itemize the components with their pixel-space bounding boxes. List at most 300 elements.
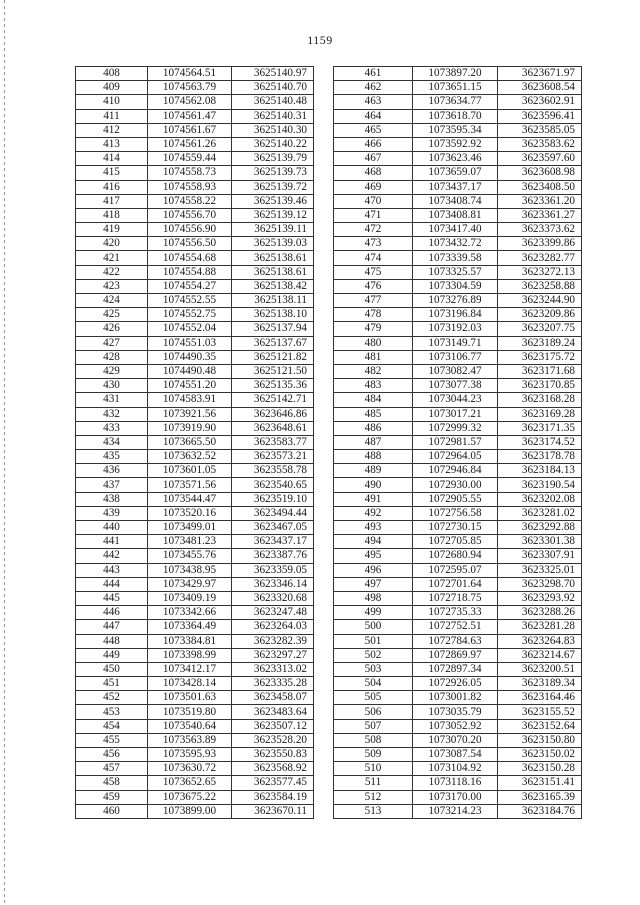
y-coordinate-cell: 3623361.27 bbox=[498, 208, 582, 222]
y-coordinate-cell: 3623164.46 bbox=[498, 691, 582, 705]
table-row bbox=[334, 535, 582, 549]
x-coordinate-cell: 1073481.23 bbox=[148, 535, 232, 549]
y-coordinate-cell: 3623155.52 bbox=[498, 705, 582, 719]
table-row bbox=[334, 152, 582, 166]
x-coordinate-cell: 1073409.19 bbox=[148, 591, 232, 605]
table-row bbox=[76, 379, 314, 393]
y-coordinate-cell: 3625138.61 bbox=[232, 251, 314, 265]
table-row bbox=[334, 109, 582, 123]
y-coordinate-cell: 3623320.68 bbox=[232, 591, 314, 605]
x-coordinate-cell: 1074490.48 bbox=[148, 364, 232, 378]
x-coordinate-cell: 1072981.57 bbox=[413, 435, 498, 449]
point-number-cell: 442 bbox=[76, 549, 148, 563]
table-row bbox=[334, 95, 582, 109]
point-number-cell: 510 bbox=[334, 762, 413, 776]
y-coordinate-cell: 3623301.38 bbox=[498, 535, 582, 549]
x-coordinate-cell: 1073544.47 bbox=[148, 492, 232, 506]
y-coordinate-cell: 3623646.86 bbox=[232, 407, 314, 421]
y-coordinate-cell: 3623298.70 bbox=[498, 577, 582, 591]
point-number-cell: 482 bbox=[334, 364, 413, 378]
x-coordinate-cell: 1073432.72 bbox=[413, 237, 498, 251]
point-number-cell: 492 bbox=[334, 506, 413, 520]
x-coordinate-cell: 1074558.73 bbox=[148, 166, 232, 180]
point-number-cell: 483 bbox=[334, 379, 413, 393]
point-number-cell: 480 bbox=[334, 336, 413, 350]
y-coordinate-cell: 3623207.75 bbox=[498, 322, 582, 336]
point-number-cell: 472 bbox=[334, 223, 413, 237]
point-number-cell: 426 bbox=[76, 322, 148, 336]
point-number-cell: 422 bbox=[76, 265, 148, 279]
y-coordinate-cell: 3623189.24 bbox=[498, 336, 582, 350]
table-row bbox=[76, 719, 314, 733]
y-coordinate-cell: 3623597.60 bbox=[498, 152, 582, 166]
point-number-cell: 408 bbox=[76, 67, 148, 81]
table-row bbox=[76, 435, 314, 449]
point-number-cell: 493 bbox=[334, 521, 413, 535]
y-coordinate-cell: 3623184.76 bbox=[498, 804, 582, 818]
point-number-cell: 512 bbox=[334, 790, 413, 804]
y-coordinate-cell: 3623361.20 bbox=[498, 194, 582, 208]
table-row bbox=[76, 662, 314, 676]
x-coordinate-cell: 1073429.97 bbox=[148, 577, 232, 591]
table-row bbox=[76, 407, 314, 421]
y-coordinate-cell: 3623399.86 bbox=[498, 237, 582, 251]
point-number-cell: 431 bbox=[76, 393, 148, 407]
point-number-cell: 424 bbox=[76, 294, 148, 308]
x-coordinate-cell: 1073408.81 bbox=[413, 208, 498, 222]
table-row bbox=[76, 294, 314, 308]
y-coordinate-cell: 3623507.12 bbox=[232, 719, 314, 733]
x-coordinate-cell: 1072680.94 bbox=[413, 549, 498, 563]
y-coordinate-cell: 3623281.02 bbox=[498, 506, 582, 520]
y-coordinate-cell: 3625137.67 bbox=[232, 336, 314, 350]
y-coordinate-cell: 3623528.20 bbox=[232, 733, 314, 747]
x-coordinate-cell: 1073017.21 bbox=[413, 407, 498, 421]
y-coordinate-cell: 3625121.82 bbox=[232, 350, 314, 364]
x-coordinate-cell: 1073428.14 bbox=[148, 677, 232, 691]
point-number-cell: 475 bbox=[334, 265, 413, 279]
point-number-cell: 438 bbox=[76, 492, 148, 506]
table-row bbox=[334, 81, 582, 95]
x-coordinate-cell: 1073070.20 bbox=[413, 733, 498, 747]
y-coordinate-cell: 3623671.97 bbox=[498, 67, 582, 81]
x-coordinate-cell: 1073601.05 bbox=[148, 464, 232, 478]
coordinates-table-left bbox=[75, 66, 314, 819]
y-coordinate-cell: 3623583.62 bbox=[498, 137, 582, 151]
y-coordinate-cell: 3623244.90 bbox=[498, 294, 582, 308]
table-row bbox=[334, 294, 582, 308]
point-number-cell: 503 bbox=[334, 662, 413, 676]
table-row bbox=[76, 350, 314, 364]
x-coordinate-cell: 1073921.56 bbox=[148, 407, 232, 421]
point-number-cell: 427 bbox=[76, 336, 148, 350]
x-coordinate-cell: 1073339.58 bbox=[413, 251, 498, 265]
table-row bbox=[76, 450, 314, 464]
table-row bbox=[334, 450, 582, 464]
x-coordinate-cell: 1073106.77 bbox=[413, 350, 498, 364]
y-coordinate-cell: 3623585.05 bbox=[498, 123, 582, 137]
table-row bbox=[76, 123, 314, 137]
point-number-cell: 494 bbox=[334, 535, 413, 549]
point-number-cell: 451 bbox=[76, 677, 148, 691]
y-coordinate-cell: 3623602.91 bbox=[498, 95, 582, 109]
point-number-cell: 437 bbox=[76, 478, 148, 492]
y-coordinate-cell: 3623540.65 bbox=[232, 478, 314, 492]
x-coordinate-cell: 1073044.23 bbox=[413, 393, 498, 407]
x-coordinate-cell: 1073325.57 bbox=[413, 265, 498, 279]
point-number-cell: 477 bbox=[334, 294, 413, 308]
y-coordinate-cell: 3625140.22 bbox=[232, 137, 314, 151]
point-number-cell: 470 bbox=[334, 194, 413, 208]
y-coordinate-cell: 3623264.83 bbox=[498, 634, 582, 648]
x-coordinate-cell: 1072735.33 bbox=[413, 606, 498, 620]
point-number-cell: 491 bbox=[334, 492, 413, 506]
y-coordinate-cell: 3623258.88 bbox=[498, 279, 582, 293]
y-coordinate-cell: 3625139.12 bbox=[232, 208, 314, 222]
point-number-cell: 459 bbox=[76, 790, 148, 804]
point-number-cell: 471 bbox=[334, 208, 413, 222]
point-number-cell: 504 bbox=[334, 677, 413, 691]
y-coordinate-cell: 3623583.77 bbox=[232, 435, 314, 449]
y-coordinate-cell: 3623458.07 bbox=[232, 691, 314, 705]
table-row bbox=[76, 776, 314, 790]
y-coordinate-cell: 3623150.80 bbox=[498, 733, 582, 747]
table-row bbox=[76, 591, 314, 605]
x-coordinate-cell: 1074561.47 bbox=[148, 109, 232, 123]
point-number-cell: 446 bbox=[76, 606, 148, 620]
x-coordinate-cell: 1074556.90 bbox=[148, 223, 232, 237]
y-coordinate-cell: 3623151.41 bbox=[498, 776, 582, 790]
point-number-cell: 415 bbox=[76, 166, 148, 180]
point-number-cell: 411 bbox=[76, 109, 148, 123]
y-coordinate-cell: 3623209.86 bbox=[498, 308, 582, 322]
table-row bbox=[334, 379, 582, 393]
point-number-cell: 501 bbox=[334, 634, 413, 648]
table-row bbox=[76, 364, 314, 378]
x-coordinate-cell: 1072756.58 bbox=[413, 506, 498, 520]
y-coordinate-cell: 3623577.45 bbox=[232, 776, 314, 790]
point-number-cell: 454 bbox=[76, 719, 148, 733]
point-number-cell: 488 bbox=[334, 450, 413, 464]
y-coordinate-cell: 3623150.02 bbox=[498, 748, 582, 762]
point-number-cell: 489 bbox=[334, 464, 413, 478]
point-number-cell: 455 bbox=[76, 733, 148, 747]
y-coordinate-cell: 3623281.28 bbox=[498, 620, 582, 634]
x-coordinate-cell: 1072926.05 bbox=[413, 677, 498, 691]
y-coordinate-cell: 3623670.11 bbox=[232, 804, 314, 818]
table-row bbox=[76, 279, 314, 293]
point-number-cell: 444 bbox=[76, 577, 148, 591]
x-coordinate-cell: 1074552.75 bbox=[148, 308, 232, 322]
coordinates-table-right bbox=[333, 66, 582, 819]
table-row bbox=[76, 563, 314, 577]
x-coordinate-cell: 1074558.22 bbox=[148, 194, 232, 208]
x-coordinate-cell: 1073276.89 bbox=[413, 294, 498, 308]
table-row bbox=[334, 648, 582, 662]
y-coordinate-cell: 3623178.78 bbox=[498, 450, 582, 464]
point-number-cell: 460 bbox=[76, 804, 148, 818]
point-number-cell: 466 bbox=[334, 137, 413, 151]
x-coordinate-cell: 1073519.80 bbox=[148, 705, 232, 719]
point-number-cell: 481 bbox=[334, 350, 413, 364]
point-number-cell: 495 bbox=[334, 549, 413, 563]
y-coordinate-cell: 3623282.77 bbox=[498, 251, 582, 265]
y-coordinate-cell: 3623264.03 bbox=[232, 620, 314, 634]
y-coordinate-cell: 3625135.36 bbox=[232, 379, 314, 393]
point-number-cell: 486 bbox=[334, 421, 413, 435]
table-row bbox=[76, 308, 314, 322]
x-coordinate-cell: 1073630.72 bbox=[148, 762, 232, 776]
y-coordinate-cell: 3623313.02 bbox=[232, 662, 314, 676]
table-row bbox=[76, 521, 314, 535]
table-row bbox=[334, 719, 582, 733]
table-row bbox=[334, 762, 582, 776]
x-coordinate-cell: 1074554.27 bbox=[148, 279, 232, 293]
point-number-cell: 430 bbox=[76, 379, 148, 393]
x-coordinate-cell: 1073595.93 bbox=[148, 748, 232, 762]
y-coordinate-cell: 3623152.64 bbox=[498, 719, 582, 733]
x-coordinate-cell: 1073632.52 bbox=[148, 450, 232, 464]
y-coordinate-cell: 3623519.10 bbox=[232, 492, 314, 506]
table-row bbox=[76, 478, 314, 492]
y-coordinate-cell: 3625138.11 bbox=[232, 294, 314, 308]
y-coordinate-cell: 3623596.41 bbox=[498, 109, 582, 123]
table-row bbox=[334, 364, 582, 378]
point-number-cell: 443 bbox=[76, 563, 148, 577]
x-coordinate-cell: 1074490.35 bbox=[148, 350, 232, 364]
x-coordinate-cell: 1073623.46 bbox=[413, 152, 498, 166]
y-coordinate-cell: 3623200.51 bbox=[498, 662, 582, 676]
x-coordinate-cell: 1073540.64 bbox=[148, 719, 232, 733]
table-row bbox=[76, 237, 314, 251]
point-number-cell: 412 bbox=[76, 123, 148, 137]
x-coordinate-cell: 1073595.34 bbox=[413, 123, 498, 137]
table-row bbox=[334, 350, 582, 364]
y-coordinate-cell: 3623282.39 bbox=[232, 634, 314, 648]
x-coordinate-cell: 1073651.15 bbox=[413, 81, 498, 95]
y-coordinate-cell: 3623494.44 bbox=[232, 506, 314, 520]
x-coordinate-cell: 1074564.51 bbox=[148, 67, 232, 81]
x-coordinate-cell: 1074561.26 bbox=[148, 137, 232, 151]
x-coordinate-cell: 1072752.51 bbox=[413, 620, 498, 634]
x-coordinate-cell: 1073652.65 bbox=[148, 776, 232, 790]
y-coordinate-cell: 3625139.73 bbox=[232, 166, 314, 180]
table-row bbox=[76, 762, 314, 776]
y-coordinate-cell: 3625138.42 bbox=[232, 279, 314, 293]
x-coordinate-cell: 1073118.16 bbox=[413, 776, 498, 790]
x-coordinate-cell: 1073408.74 bbox=[413, 194, 498, 208]
table-row bbox=[76, 208, 314, 222]
table-row bbox=[334, 336, 582, 350]
y-coordinate-cell: 3623297.27 bbox=[232, 648, 314, 662]
y-coordinate-cell: 3623184.13 bbox=[498, 464, 582, 478]
point-number-cell: 434 bbox=[76, 435, 148, 449]
point-number-cell: 511 bbox=[334, 776, 413, 790]
table-row bbox=[76, 577, 314, 591]
table-row bbox=[334, 591, 582, 605]
point-number-cell: 473 bbox=[334, 237, 413, 251]
point-number-cell: 505 bbox=[334, 691, 413, 705]
point-number-cell: 445 bbox=[76, 591, 148, 605]
table-row bbox=[76, 677, 314, 691]
table-row bbox=[334, 790, 582, 804]
y-coordinate-cell: 3623568.92 bbox=[232, 762, 314, 776]
x-coordinate-cell: 1073082.47 bbox=[413, 364, 498, 378]
y-coordinate-cell: 3625139.03 bbox=[232, 237, 314, 251]
y-coordinate-cell: 3623247.48 bbox=[232, 606, 314, 620]
point-number-cell: 502 bbox=[334, 648, 413, 662]
x-coordinate-cell: 1072701.64 bbox=[413, 577, 498, 591]
x-coordinate-cell: 1072946.84 bbox=[413, 464, 498, 478]
x-coordinate-cell: 1073342.66 bbox=[148, 606, 232, 620]
table-row bbox=[334, 308, 582, 322]
x-coordinate-cell: 1073563.89 bbox=[148, 733, 232, 747]
table-row bbox=[334, 691, 582, 705]
y-coordinate-cell: 3623189.34 bbox=[498, 677, 582, 691]
x-coordinate-cell: 1073412.17 bbox=[148, 662, 232, 676]
table-row bbox=[76, 166, 314, 180]
x-coordinate-cell: 1073499.01 bbox=[148, 521, 232, 535]
x-coordinate-cell: 1073170.00 bbox=[413, 790, 498, 804]
point-number-cell: 462 bbox=[334, 81, 413, 95]
y-coordinate-cell: 3623550.83 bbox=[232, 748, 314, 762]
x-coordinate-cell: 1074563.79 bbox=[148, 81, 232, 95]
table-row bbox=[334, 194, 582, 208]
table-row bbox=[76, 223, 314, 237]
x-coordinate-cell: 1073455.76 bbox=[148, 549, 232, 563]
point-number-cell: 508 bbox=[334, 733, 413, 747]
y-coordinate-cell: 3625139.72 bbox=[232, 180, 314, 194]
x-coordinate-cell: 1073398.99 bbox=[148, 648, 232, 662]
table-row bbox=[76, 95, 314, 109]
x-coordinate-cell: 1072784.63 bbox=[413, 634, 498, 648]
y-coordinate-cell: 3623214.67 bbox=[498, 648, 582, 662]
point-number-cell: 448 bbox=[76, 634, 148, 648]
table-row bbox=[76, 81, 314, 95]
table-row bbox=[76, 265, 314, 279]
y-coordinate-cell: 3625139.46 bbox=[232, 194, 314, 208]
x-coordinate-cell: 1073035.79 bbox=[413, 705, 498, 719]
x-coordinate-cell: 1072869.97 bbox=[413, 648, 498, 662]
x-coordinate-cell: 1074551.03 bbox=[148, 336, 232, 350]
table-row bbox=[334, 435, 582, 449]
point-number-cell: 435 bbox=[76, 450, 148, 464]
y-coordinate-cell: 3623359.05 bbox=[232, 563, 314, 577]
point-number-cell: 464 bbox=[334, 109, 413, 123]
point-number-cell: 469 bbox=[334, 180, 413, 194]
point-number-cell: 419 bbox=[76, 223, 148, 237]
table-row bbox=[334, 166, 582, 180]
table-row bbox=[334, 123, 582, 137]
table-row bbox=[334, 606, 582, 620]
x-coordinate-cell: 1073520.16 bbox=[148, 506, 232, 520]
table-row bbox=[334, 223, 582, 237]
x-coordinate-cell: 1073149.71 bbox=[413, 336, 498, 350]
point-number-cell: 409 bbox=[76, 81, 148, 95]
x-coordinate-cell: 1074554.68 bbox=[148, 251, 232, 265]
point-number-cell: 461 bbox=[334, 67, 413, 81]
x-coordinate-cell: 1072999.32 bbox=[413, 421, 498, 435]
y-coordinate-cell: 3623165.39 bbox=[498, 790, 582, 804]
point-number-cell: 479 bbox=[334, 322, 413, 336]
point-number-cell: 447 bbox=[76, 620, 148, 634]
x-coordinate-cell: 1073364.49 bbox=[148, 620, 232, 634]
point-number-cell: 418 bbox=[76, 208, 148, 222]
y-coordinate-cell: 3623648.61 bbox=[232, 421, 314, 435]
x-coordinate-cell: 1074552.55 bbox=[148, 294, 232, 308]
table-row bbox=[334, 208, 582, 222]
point-number-cell: 463 bbox=[334, 95, 413, 109]
x-coordinate-cell: 1072718.75 bbox=[413, 591, 498, 605]
table-row bbox=[334, 279, 582, 293]
y-coordinate-cell: 3625139.11 bbox=[232, 223, 314, 237]
table-row bbox=[334, 506, 582, 520]
x-coordinate-cell: 1073634.77 bbox=[413, 95, 498, 109]
point-number-cell: 496 bbox=[334, 563, 413, 577]
point-number-cell: 432 bbox=[76, 407, 148, 421]
point-number-cell: 457 bbox=[76, 762, 148, 776]
table-row bbox=[76, 506, 314, 520]
y-coordinate-cell: 3623346.14 bbox=[232, 577, 314, 591]
x-coordinate-cell: 1073592.92 bbox=[413, 137, 498, 151]
point-number-cell: 452 bbox=[76, 691, 148, 705]
point-number-cell: 478 bbox=[334, 308, 413, 322]
y-coordinate-cell: 3623174.52 bbox=[498, 435, 582, 449]
point-number-cell: 428 bbox=[76, 350, 148, 364]
table-row bbox=[334, 322, 582, 336]
table-row bbox=[76, 251, 314, 265]
table-row bbox=[76, 790, 314, 804]
y-coordinate-cell: 3625140.70 bbox=[232, 81, 314, 95]
y-coordinate-cell: 3623608.98 bbox=[498, 166, 582, 180]
point-number-cell: 449 bbox=[76, 648, 148, 662]
x-coordinate-cell: 1073659.07 bbox=[413, 166, 498, 180]
x-coordinate-cell: 1073077.38 bbox=[413, 379, 498, 393]
table-row bbox=[76, 733, 314, 747]
point-number-cell: 413 bbox=[76, 137, 148, 151]
x-coordinate-cell: 1074551.20 bbox=[148, 379, 232, 393]
table-row bbox=[334, 492, 582, 506]
point-number-cell: 476 bbox=[334, 279, 413, 293]
table-row bbox=[334, 577, 582, 591]
y-coordinate-cell: 3623437.17 bbox=[232, 535, 314, 549]
point-number-cell: 433 bbox=[76, 421, 148, 435]
y-coordinate-cell: 3623467.05 bbox=[232, 521, 314, 535]
table-row bbox=[334, 705, 582, 719]
x-coordinate-cell: 1073675.22 bbox=[148, 790, 232, 804]
x-coordinate-cell: 1073001.82 bbox=[413, 691, 498, 705]
x-coordinate-cell: 1073052.92 bbox=[413, 719, 498, 733]
table-row bbox=[334, 464, 582, 478]
point-number-cell: 474 bbox=[334, 251, 413, 265]
x-coordinate-cell: 1074583.91 bbox=[148, 393, 232, 407]
point-number-cell: 441 bbox=[76, 535, 148, 549]
table-row bbox=[76, 336, 314, 350]
point-number-cell: 440 bbox=[76, 521, 148, 535]
y-coordinate-cell: 3623483.64 bbox=[232, 705, 314, 719]
point-number-cell: 465 bbox=[334, 123, 413, 137]
point-number-cell: 410 bbox=[76, 95, 148, 109]
table-row bbox=[334, 776, 582, 790]
x-coordinate-cell: 1072897.34 bbox=[413, 662, 498, 676]
point-number-cell: 513 bbox=[334, 804, 413, 818]
table-row bbox=[76, 492, 314, 506]
y-coordinate-cell: 3623608.54 bbox=[498, 81, 582, 95]
table-row bbox=[76, 634, 314, 648]
table-row bbox=[76, 137, 314, 151]
point-number-cell: 497 bbox=[334, 577, 413, 591]
point-number-cell: 468 bbox=[334, 166, 413, 180]
